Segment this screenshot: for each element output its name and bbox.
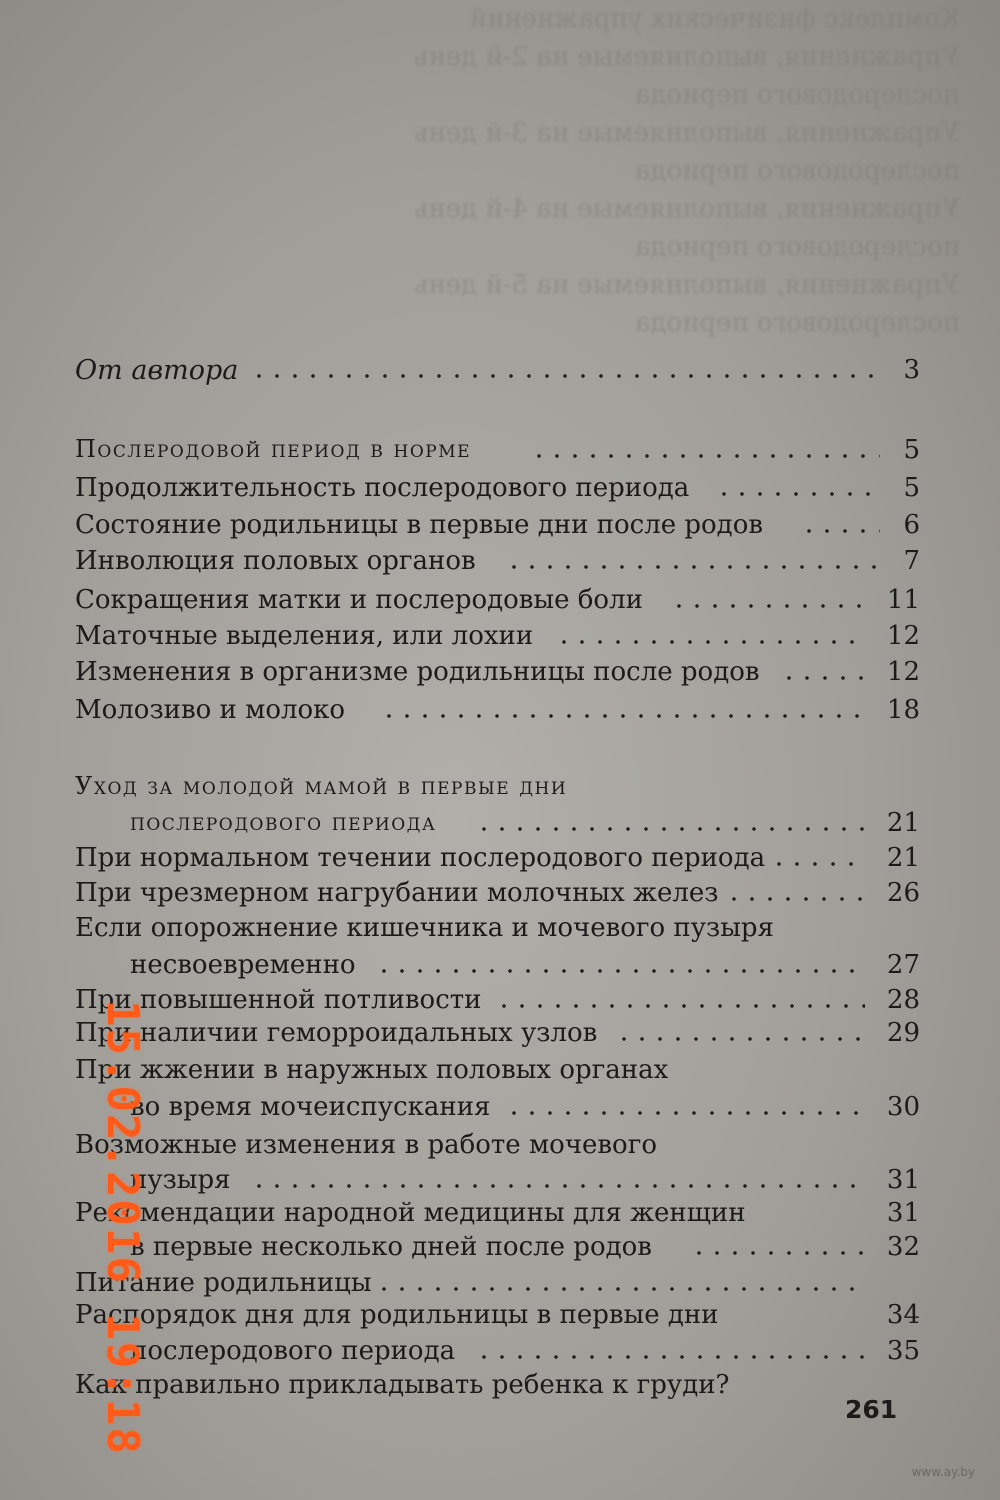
toc-entry-title: Питание родильницы [75,1268,372,1298]
leader-dots [670,601,865,611]
toc-entry-continued [75,950,920,990]
toc-entry-title: Состояние родильницы в первые дни после родов [75,510,763,540]
toc-entry-title: Продолжительность послеродового периода [75,473,690,503]
toc-entry [75,913,920,953]
toc-entry-title: При чрезмерном нагрубании молочных желез [75,878,719,908]
leader-dots [475,824,865,834]
toc-entry-title: послеродового периода [130,808,437,836]
toc-entry [75,657,920,697]
leader-dots [375,966,865,976]
leader-dots [250,1181,865,1191]
toc-page-number: 12 [886,621,920,651]
toc-entry-title: Уход за молодой мамой в первые дни [75,772,568,800]
toc-page-number: 26 [886,878,920,908]
leader-dots [380,711,865,721]
toc-page-number: 3 [903,355,920,385]
leader-dots [800,526,880,536]
toc-page-number: 34 [886,1300,920,1330]
toc-entry [75,1055,920,1095]
toc-page-number: 5 [903,435,920,465]
bleed-line: Комплекс физических упражнений [469,4,960,34]
bleed-line: Упражнения, выполняемые на 3-й день [414,118,960,148]
toc-section-heading [75,772,920,812]
leader-dots [555,637,865,647]
toc-entry-title: При нормальном течении послеродового периода [75,843,766,873]
leader-dots [375,1284,865,1294]
toc-entry-title: Инволюция половых органов [75,546,476,576]
toc-page-number: 31 [886,1165,920,1195]
toc-page-number: 31 [886,1198,920,1228]
bleed-line: Упражнения, выполняемые на 2-й день [414,42,960,72]
toc-entry-title: Изменения в организме родильницы после родов [75,657,760,687]
toc-entry [75,843,920,883]
toc-page-number: 12 [886,657,920,687]
leader-dots [690,1248,865,1258]
toc-section-heading [75,435,920,475]
date-stamp: 15.02.2016 19:18 [97,1000,148,1456]
toc-page-number: 21 [886,808,920,838]
toc-section-heading-continued [75,808,920,848]
toc-entry-title: Послеродовой период в норме [75,435,472,463]
toc-entry [75,510,920,550]
toc-entry-author [75,355,920,395]
toc-page-number: 35 [886,1336,920,1366]
page-number: 261 [845,1395,898,1424]
leader-dots [715,489,880,499]
toc-page-number: 28 [886,985,920,1015]
toc-entry-title: Возможные изменения в работе мочевого [75,1130,657,1160]
toc-entry-title: При наличии геморроидальных узлов [75,1018,598,1048]
toc-entry-title: несвоевременно [130,950,356,980]
leader-dots [250,371,880,381]
leader-dots [475,1352,865,1362]
toc-entry [75,878,920,918]
leader-dots [615,1034,865,1044]
toc-entry [75,1300,920,1340]
toc-entry-title: Распорядок дня для родильницы в первые дни [75,1300,719,1330]
toc-entry-title: Как правильно прикладывать ребенка к груди? [75,1370,730,1400]
bleed-line: послеродового периода [634,80,960,110]
leader-dots [505,562,880,572]
toc-entry-title: При жжении в наружных половых органах [75,1055,669,1085]
leader-dots [780,673,865,683]
toc-entry [75,695,920,735]
leader-dots [770,859,865,869]
watermark: www.ay.by [911,1465,975,1479]
toc-entry [75,1370,920,1410]
bleed-line: Упражнения, выполняемые на 5-й день [414,270,960,300]
leader-dots [530,451,880,461]
toc-page-number: 11 [886,585,920,615]
toc-entry-title: в первые несколько дней после родов [130,1232,652,1262]
toc-entry [75,546,920,586]
toc-page-number: 18 [886,695,920,725]
toc-entry-title: пузыря [130,1165,231,1195]
bleed-line: Упражнения, выполняемые на 4-й день [414,194,960,224]
leader-dots [495,1001,865,1011]
toc-entry-title: При повышенной потливости [75,985,482,1015]
toc-entry [75,585,920,625]
toc-page-number: 7 [903,546,920,576]
leader-dots [725,894,865,904]
toc-entry-title: Маточные выделения, или лохии [75,621,534,651]
bleed-line: послеродового периода [634,156,960,186]
toc-page-number: 30 [886,1092,920,1122]
toc-entry-title: во время мочеиспускания [130,1092,491,1122]
toc-entry-title: Молозиво и молоко [75,695,346,725]
toc-entry [75,1018,920,1058]
toc-page-number: 21 [886,843,920,873]
toc-entry-title: Рекомендации народной медицины для женщин [75,1198,746,1228]
bleed-line: послеродового периода [634,308,960,338]
toc-page-number: 27 [886,950,920,980]
toc-entry-title: послеродового периода [130,1336,456,1366]
toc-page-number: 32 [886,1232,920,1262]
toc-page-number: 29 [886,1018,920,1048]
toc-entry-title: Если опорожнение кишечника и мочевого пузыря [75,913,774,943]
toc-entry-title: Сокращения матки и послеродовые боли [75,585,643,615]
toc-page-number: 6 [903,510,920,540]
toc-entry-title: От автора [75,355,239,386]
toc-entry [75,621,920,661]
toc-entry-continued [75,1092,920,1132]
toc-entry [75,473,920,513]
toc-entry-continued [75,1232,920,1272]
toc-page-number: 5 [903,473,920,503]
bleed-line: послеродового периода [634,232,960,262]
toc-entry [75,1130,920,1170]
leader-dots [505,1108,865,1118]
